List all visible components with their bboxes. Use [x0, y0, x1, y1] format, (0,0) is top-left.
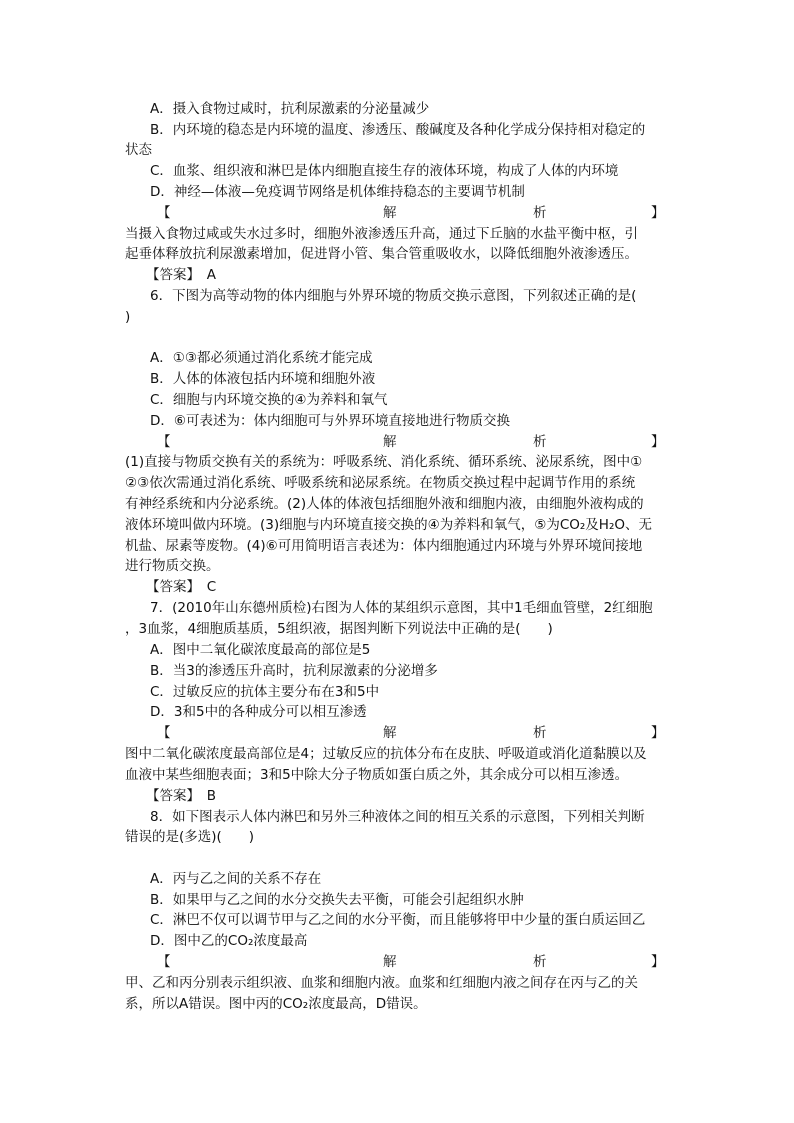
q6-explanation-line: 液体环境叫做内环境。(3)细胞与内环境直接交换的④为养料和氧气，⑤为CO₂及H₂O、无	[125, 517, 652, 533]
analysis-char-2: 析	[533, 205, 547, 221]
bracket-close: 】	[651, 725, 665, 741]
analysis-char-2: 析	[533, 434, 547, 450]
q6-option-c: C．细胞与内环境交换的④为养料和氧气	[150, 392, 388, 408]
analysis-char-1: 解	[383, 205, 397, 221]
q5-option-c: C．血浆、组织液和淋巴是体内细胞直接生存的液体环境，构成了人体的内环境	[150, 163, 619, 179]
analysis-char-1: 解	[383, 434, 397, 450]
analysis-char-1: 解	[383, 954, 397, 970]
q6-option-b: B．人体的体液包括内环境和细胞外液	[150, 371, 376, 387]
analysis-char-1: 解	[383, 725, 397, 741]
q6-explanation-line: 进行物质交换。	[125, 558, 220, 574]
q6-stem: 6．下图为高等动物的体内细胞与外界环境的物质交换示意图，下列叙述正确的是(	[150, 288, 637, 304]
q6-explanation-line: 有神经系统和内分泌系统。(2)人体的体液包括细胞外液和细胞内液，由细胞外液构成的	[125, 496, 644, 512]
q7-option-d: D．3和5中的各种成分可以相互渗透	[150, 704, 367, 720]
q5-explanation-line: 起垂体释放抗利尿激素增加，促进肾小管、集合管重吸收水，以降低细胞外液渗透压。	[125, 246, 638, 262]
bracket-open: 【	[157, 205, 171, 221]
q6-explanation-line: ②③依次需通过消化系统、呼吸系统和泌尿系统。在物质交换过程中起调节作用的系统	[125, 475, 636, 491]
q8-stem-cont: 错误的是(多选)( )	[125, 829, 255, 845]
q8-option-d: D．图中乙的CO₂浓度最高	[150, 933, 308, 949]
bracket-close: 】	[651, 205, 665, 221]
q7-answer: 【答案】 B	[146, 788, 217, 804]
analysis-heading	[125, 723, 665, 743]
bracket-close: 】	[651, 954, 665, 970]
q8-explanation-line: 甲、乙和丙分别表示组织液、血浆和细胞内液。血浆和红细胞内液之间存在丙与乙的关	[125, 975, 638, 991]
q5-explanation-line: 当摄入食物过咸或失水过多时，细胞外液渗透压升高，通过下丘脑的水盐平衡中枢，引	[125, 226, 638, 242]
q5-answer: 【答案】 A	[146, 267, 216, 283]
analysis-heading	[125, 952, 665, 972]
analysis-char-2: 析	[533, 725, 547, 741]
q6-option-a: A．①③都必须通过消化系统才能完成	[150, 350, 373, 366]
q5-option-a: A．摄入食物过咸时，抗利尿激素的分泌量减少	[150, 101, 430, 117]
q7-explanation-line: 血液中某些细胞表面；3和5中除大分子物质如蛋白质之外，其余成分可以相互渗透。	[125, 767, 629, 783]
q7-option-b: B．当3的渗透压升高时，抗利尿激素的分泌增多	[150, 663, 438, 679]
q8-stem: 8．如下图表示人体内淋巴和另外三种液体之间的相互关系的示意图，下列相关判断	[150, 809, 645, 825]
q8-option-c: C．淋巴不仅可以调节甲与乙之间的水分平衡，而且能够将甲中少量的蛋白质运回乙	[150, 912, 646, 928]
q6-answer: 【答案】 C	[146, 579, 217, 595]
q6-option-d: D．⑥可表述为：体内细胞可与外界环境直接地进行物质交换	[150, 413, 510, 429]
bracket-open: 【	[157, 954, 171, 970]
bracket-open: 【	[157, 434, 171, 450]
q7-option-c: C．过敏反应的抗体主要分布在3和5中	[150, 684, 380, 700]
q8-option-b: B．如果甲与乙之间的水分交换失去平衡，可能会引起组织水肿	[150, 892, 524, 908]
bracket-open: 【	[157, 725, 171, 741]
q8-option-a: A．丙与乙之间的关系不存在	[150, 871, 322, 887]
q6-explanation-line: (1)直接与物质交换有关的系统为：呼吸系统、消化系统、循环系统、泌尿系统，图中①	[125, 454, 643, 470]
q7-stem: 7．(2010年山东德州质检)右图为人体的某组织示意图，其中1毛细血管壁，2红细胞	[150, 600, 653, 616]
q8-explanation-line: 系，所以A错误。图中丙的CO₂浓度最高，D错误。	[125, 996, 427, 1012]
analysis-heading	[125, 432, 665, 452]
q7-explanation-line: 图中二氧化碳浓度最高部位是4；过敏反应的抗体分布在皮肤、呼吸道或消化道黏膜以及	[125, 746, 647, 762]
bracket-close: 】	[651, 434, 665, 450]
q5-option-d: D．神经—体液—免疫调节网络是机体维持稳态的主要调节机制	[150, 184, 525, 200]
q6-explanation-line: 机盐、尿素等废物。(4)⑥可用简明语言表述为：体内细胞通过内环境与外界环境间接地	[125, 538, 643, 554]
q6-stem-cont: )	[125, 309, 131, 325]
q7-option-a: A．图中二氧化碳浓度最高的部位是5	[150, 642, 371, 658]
analysis-heading	[125, 203, 665, 223]
q7-stem-cont: ，3血浆，4细胞质基质，5组织液，据图判断下列说法中正确的是( )	[125, 621, 553, 637]
q5-option-b-cont: 状态	[125, 142, 152, 158]
q5-option-b: B．内环境的稳态是内环境的温度、渗透压、酸碱度及各种化学成分保持相对稳定的	[150, 122, 646, 138]
analysis-char-2: 析	[533, 954, 547, 970]
